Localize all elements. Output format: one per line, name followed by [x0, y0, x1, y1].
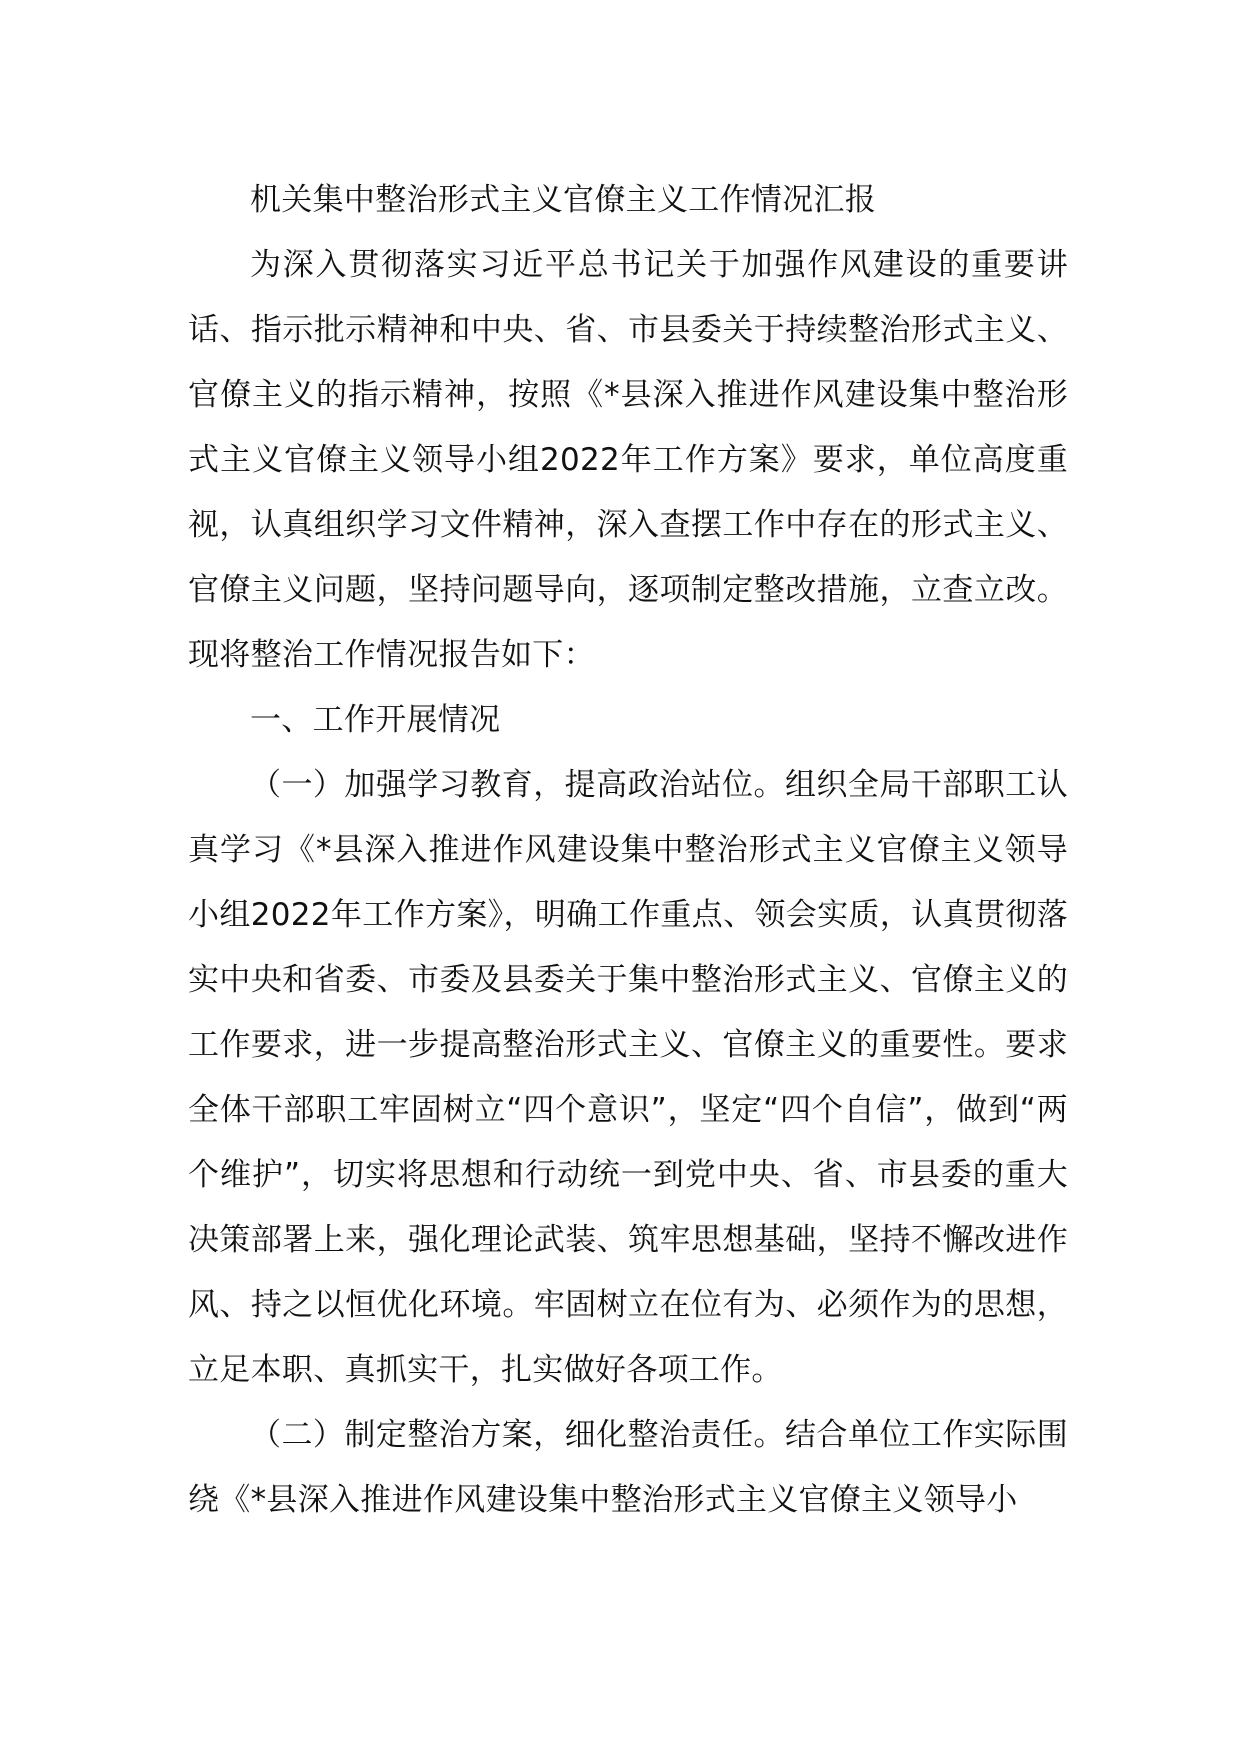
paragraph-study: （一）加强学习教育，提高政治站位。组织全局干部职工认真学习《*县深入推进作风建设集中整治形式主义官僚主义领导小组2022年工作方案》，明确工作重点、领会实质，认真贯彻落实中央和省委、市委及县委关于集中整治形式主义、官僚主义的工作要求，进一步提高整治形式主义、官僚主义的重要性。要求全体干部职工牢固树立“四个意识”，坚定“四个自信”，做到“两个维护”，切实将思想和行动统一到党中央、省、市县委的重大决策部署上来，强化理论武装、筑牢思想基础，坚持不懈改进作风、持之以恒优化环境。牢固树立在位有为、必须作为的思想，立足本职、真抓实干，扎实做好各项工作。 — [188, 767, 1068, 1388]
document-body — [188, 168, 1068, 1533]
section-heading: 一、工作开展情况 — [250, 702, 501, 738]
document-title: 机关集中整治形式主义官僚主义工作情况汇报 — [250, 182, 876, 218]
paragraph-plan: （二）制定整治方案，细化整治责任。结合单位工作实际围绕《*县深入推进作风建设集中整治形式主义官僚主义领导小 — [188, 1417, 1068, 1518]
paragraph-intro: 为深入贯彻落实习近平总书记关于加强作风建设的重要讲话、指示批示精神和中央、省、市县委关于持续整治形式主义、官僚主义的指示精神，按照《*县深入推进作风建设集中整治形式主义官僚主义领导小组2022年工作方案》要求，单位高度重视，认真组织学习文件精神，深入查摆工作中存在的形式主义、官僚主义问题，坚持问题导向，逐项制定整改措施，立查立改。现将整治工作情况报告如下： — [188, 247, 1068, 673]
